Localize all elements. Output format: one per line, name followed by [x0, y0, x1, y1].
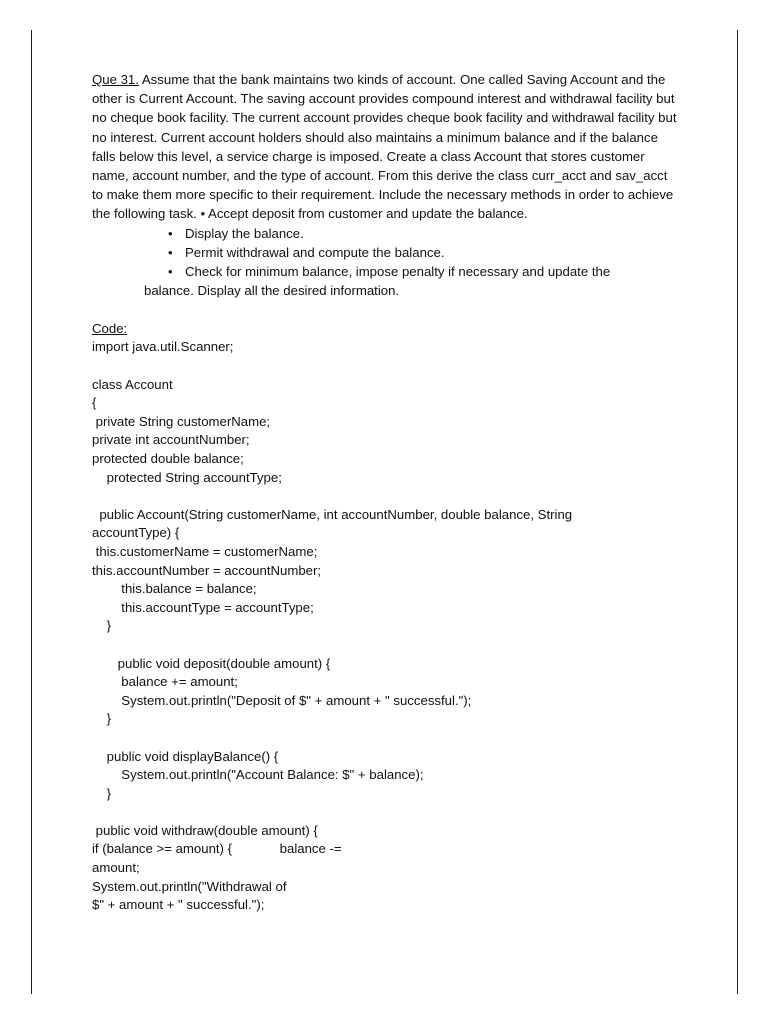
code-line: public void displayBalance() { [92, 748, 279, 764]
bullet-text: Check for minimum balance, impose penalty if necessary and update the [185, 264, 611, 280]
bullet-text: Display the balance. [185, 225, 304, 241]
code-line: System.out.println("Withdrawal of [92, 878, 287, 894]
code-line: $" + amount + " successful."); [92, 897, 265, 913]
code-line: if (balance >= amount) { balance -= [92, 841, 342, 857]
code-line: protected String accountType; [92, 469, 282, 485]
code-line: public Account(String customerName, int accountNumber, double balance, String [92, 506, 573, 522]
bullet-text: Permit withdrawal and compute the balance. [185, 244, 445, 260]
code-line: this.accountType = accountType; [92, 599, 314, 615]
code-line: } [92, 618, 112, 634]
bullet-icon: • [168, 244, 173, 260]
code-line: System.out.println("Account Balance: $" + balance); [92, 767, 424, 783]
code-label: Code: [92, 321, 128, 337]
code-line: this.customerName = customerName; [92, 543, 318, 559]
code-line: public void deposit(double amount) { [92, 655, 331, 671]
bullet-item [92, 224, 682, 243]
code-line: amount; [92, 860, 140, 876]
page-border-right [737, 30, 738, 994]
code-line: } [92, 711, 112, 727]
code-block [92, 338, 682, 914]
code-line: private String customerName; [92, 413, 271, 429]
page-border-left [31, 30, 32, 994]
code-line: import java.util.Scanner; [92, 339, 234, 355]
bullet-item [92, 243, 682, 262]
document-content [92, 70, 682, 915]
code-line: private int accountNumber; [92, 432, 250, 448]
code-line [92, 636, 682, 655]
bullet-icon: • [168, 264, 173, 280]
code-line [92, 729, 682, 748]
code-line [92, 487, 682, 506]
task-bullet-list [92, 224, 682, 301]
bullet-text-continuation: balance. Display all the desired information. [144, 283, 400, 299]
question-text: Assume that the bank maintains two kinds of account. One called Saving Account and the other is Current Account. The saving account provides compound interest and withdrawal facility but no cheque book facility. The current account provides cheque book facility and withdrawal facility but no interest. Current account holders should also maintains a minimum balance and if the balance falls below this level, a service charge is imposed. Create a class Account that stores customer name, account number, and the type of account. From this derive the class curr_acct and sav_acct to make them more specific to their requirement. Include the necessary methods in order to achieve the following task. • Accept deposit from customer and update the balance. [92, 72, 677, 222]
question-label: Que 31. [92, 72, 139, 87]
bullet-item [92, 262, 682, 300]
code-line: balance += amount; [92, 674, 238, 690]
bullet-icon: • [168, 225, 173, 241]
question-paragraph [92, 70, 682, 224]
code-line: } [92, 785, 112, 801]
code-line: this.accountNumber = accountNumber; [92, 562, 322, 578]
code-line: class Account [92, 376, 173, 392]
code-line: accountType) { [92, 525, 180, 541]
code-line: public void withdraw(double amount) { [92, 822, 318, 838]
code-line: this.balance = balance; [92, 581, 257, 597]
code-line [92, 803, 682, 822]
code-line: System.out.println("Deposit of $" + amount + " successful."); [92, 692, 472, 708]
code-line: protected double balance; [92, 451, 244, 466]
code-line [92, 357, 682, 376]
code-line: { [92, 395, 97, 411]
